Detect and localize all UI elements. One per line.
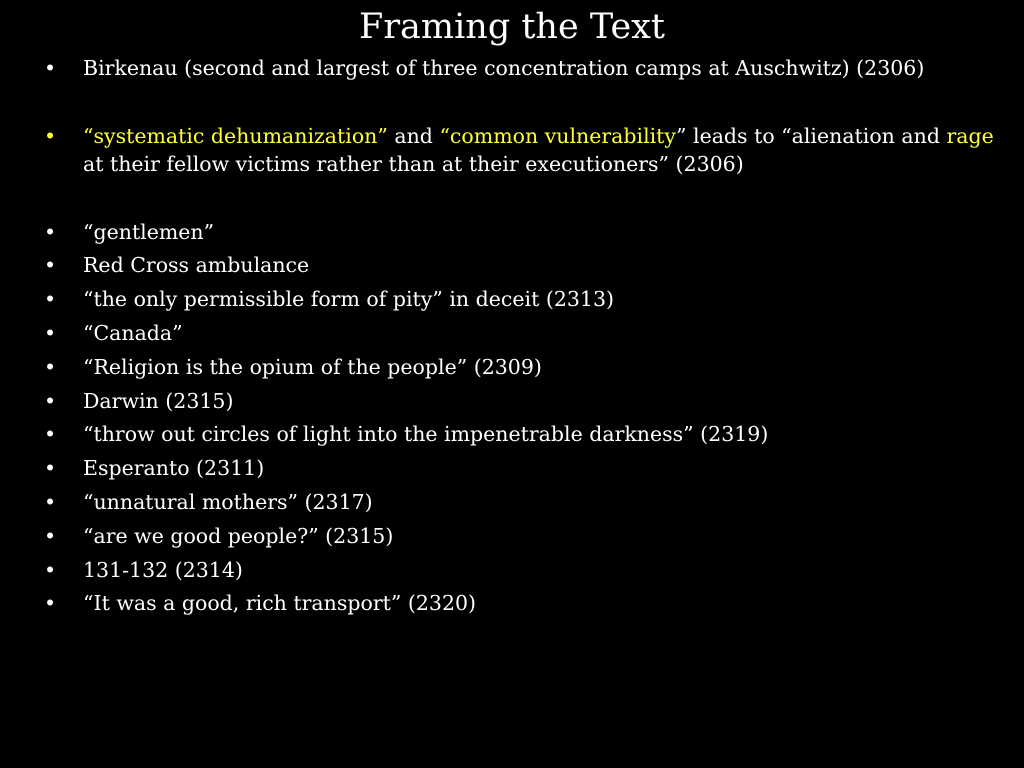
bullet-text: and	[387, 123, 440, 148]
bullet-text: Esperanto (2311)	[83, 456, 265, 481]
highlight-systematic-dehumanization: “systematic dehumanization”	[83, 123, 388, 148]
highlight-common-vulnerability: “common vulnerability	[439, 123, 677, 148]
highlight-rage: rage	[946, 123, 994, 148]
bullet-dot: •	[44, 523, 57, 548]
bullet-text: Darwin (2315)	[83, 388, 234, 413]
slide-title: Framing the Text	[359, 7, 665, 47]
bullet-text: “unnatural mothers” (2317)	[83, 489, 373, 514]
bullet-text: “gentlemen”	[83, 219, 215, 244]
bullet-text: ” leads to “alienation and	[676, 123, 947, 148]
bullet-item-pity	[44, 285, 994, 313]
bullet-item-good-people	[44, 522, 994, 550]
bullet-item-page-range	[44, 556, 994, 584]
bullet-dot: •	[44, 287, 57, 312]
bullet-dot: •	[44, 123, 57, 148]
bullet-text: “throw out circles of light into the impenetrable darkness” (2319)	[83, 422, 769, 447]
bullet-dot: •	[44, 320, 57, 345]
bullet-dot: •	[44, 56, 57, 80]
bullet-text: Red Cross ambulance	[83, 253, 310, 278]
bullet-dot: •	[44, 219, 57, 244]
bullet-item-unnatural-mothers	[44, 488, 994, 516]
bullet-dot: •	[44, 456, 57, 481]
bullet-text: “are we good people?” (2315)	[83, 523, 394, 548]
bullet-dot: •	[44, 422, 57, 447]
bullet-list	[44, 54, 994, 623]
bullet-item-canada	[44, 319, 994, 347]
bullet-item-esperanto	[44, 454, 994, 482]
bullet-text: Birkenau (second and largest of three concentration camps at Auschwitz) (2306)	[83, 56, 925, 80]
bullet-dot: •	[44, 253, 57, 278]
bullet-text: “the only permissible form of pity” in deceit (2313)	[83, 287, 614, 312]
bullet-dot: •	[44, 557, 57, 582]
bullet-text: “Religion is the opium of the people” (2309)	[83, 354, 542, 379]
bullet-item-red-cross	[44, 251, 994, 279]
bullet-text: “It was a good, rich transport” (2320)	[83, 591, 477, 616]
bullet-item-circles-of-light	[44, 420, 994, 448]
bullet-item-religion	[44, 353, 994, 381]
bullet-item-dehumanization	[44, 122, 994, 178]
bullet-dot: •	[44, 489, 57, 514]
bullet-item-birkenau	[44, 54, 994, 82]
bullet-item-gentlemen	[44, 218, 994, 246]
bullet-dot: •	[44, 354, 57, 379]
bullet-text: 131-132 (2314)	[83, 557, 243, 582]
bullet-text: at their fellow victims rather than at their executioners” (2306)	[83, 151, 744, 176]
bullet-dot: •	[44, 388, 57, 413]
bullet-item-darwin	[44, 387, 994, 415]
bullet-dot: •	[44, 591, 57, 616]
bullet-text: “Canada”	[83, 320, 183, 345]
bullet-item-rich-transport	[44, 589, 994, 617]
